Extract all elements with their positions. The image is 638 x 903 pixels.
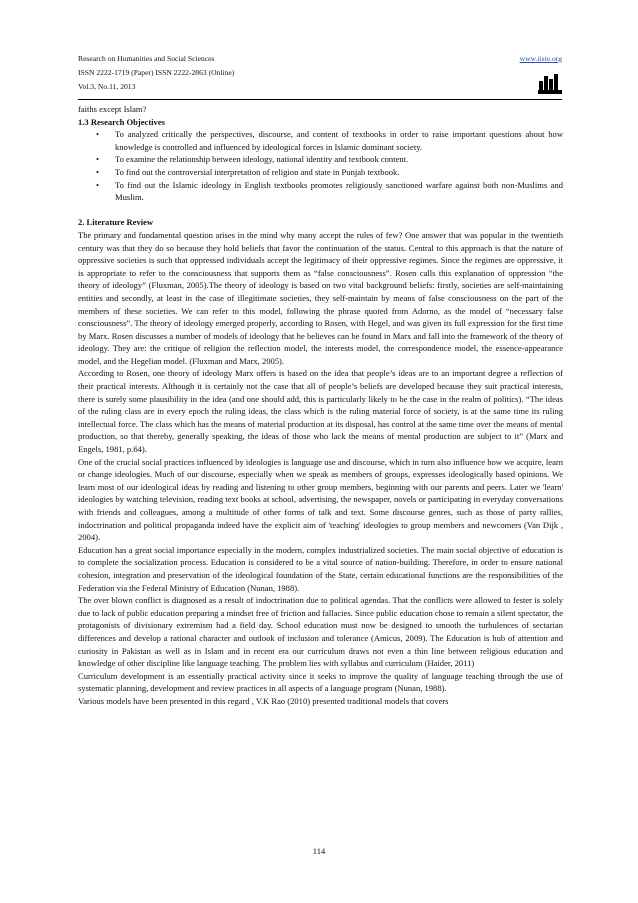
section-heading-research-objectives: 1.3 Research Objectives bbox=[78, 116, 165, 127]
paragraph: Curriculum development is an essentially practical activity since it seeks to improve the quality of language teaching through the use of systematic planning, development and review practices in all aspects of a language program (Nunan, 1988). bbox=[78, 670, 563, 694]
bullet-icon: • bbox=[96, 179, 99, 190]
list-item: • To analyzed critically the perspectives, discourse, and content of textbooks in order to raise important questions about how knowledge is controlled and influenced by ideological forces in Islamic dominant society. bbox=[96, 129, 563, 152]
section-heading-literature-review: 2. Literature Review bbox=[78, 217, 154, 228]
journal-name: Research on Humanities and Social Sciences bbox=[78, 54, 215, 63]
page-number: 114 bbox=[312, 846, 326, 856]
header-divider bbox=[78, 99, 562, 100]
page-header bbox=[78, 52, 562, 100]
list-item: • To find out the Islamic ideology in English textbooks promotes religiously sanctioned warfare against both non-Muslims and Muslim. bbox=[96, 179, 563, 203]
paragraph: According to Rosen, one theory of ideology Marx offers is based on the idea that people’s ideas are to an important degree a reflection of their practical interests. Although it is certainly not the case that all of people’s beliefs are developed because they suit practical interests, there is surely some plausibility in the idea (and one should add, this is particularly likely to be the case in the realm of politics). “The ideas of the ruling class are in every epoch the ruling ideas, the class which is the ruling material force of society, is at the same time its ruling intellectual force. The class which has the means of material production at its disposal, has control at the same time over the means of mental production, so that thereby, generally speaking, the ideas of those who lack the means of mental production are subject to it” (Marx and Engels, 1981, p.64). bbox=[78, 368, 563, 455]
paragraph: The primary and fundamental question arises in the mind why many accept the rules of few? One answer that was popular in the twentieth century was that they do so because they hold beliefs that favor the continuation of the status. Central to this approach is that the nature of oppressive societies is such that oppressed individuals accept the legitimacy of their oppressive regimes. Since the regimes are oppressive, it is appropriate to refer to the consciousness that supports them as “false consciousness”. Rosen calls this explanation of oppression “the theory of ideology” (Fluxman, 2005).The theory of ideology is based on two vital background beliefs: firstly, societies are self-maintaining entities and secondly, at least in the case of illegitimate societies, they self-maintain by means of false consciousness on the part of the members of these societies. We can refer to this model, following the phrase quoted from Adorno, as the model of “necessary false consciousness”. The theory of ideology emerged properly, according to Rosen, with Hegel, and was given its full expression for the first time by Marx. Rosen discusses a number of models of ideology that he believes can be found in Marx and fall into the framework of the theory of ideology. They are: the critique of religion the reflection model, the interests model, the correspondence model, the essence-appearance model, and the Hegelian model. (Fluxman and Marx, 2005). bbox=[78, 229, 563, 366]
continued-question: faiths except Islam? bbox=[78, 104, 147, 114]
paragraph: Education has a great social importance especially in the modern, complex industrialized societies. The main social objective of education is to complete the socialization process. Education is considered to be a vital source of nation-building. Therefore, in order to ensure national cohesion, integration and preservation of the ideological foundation of the State, certain educational functions are the responsibilities of the Federation via the Federal Ministry of Education (Nunan, 1988). bbox=[78, 544, 563, 593]
bullet-icon: • bbox=[96, 129, 99, 140]
paragraph: One of the crucial social practices influenced by ideologies is language use and discourse, which in turn also influence how we acquire, learn or change ideologies. Much of our discourse, especially when we speak as members of groups, expresses ideologically based opinions. We learn most of our ideological ideas by reading and listening to other group members, beginning with our parents and peers. Later we 'learn' ideologies by watching television, reading text books at school, advertising, the newspaper, novels or participating in everyday conversations with friends and colleagues, among a multitude of other forms of talk and text. Some discourse genres, such as those of party rallies, indoctrination and political propaganda indeed have the explicit aim of 'teaching' ideologies to group members and newcomers (Van Dijk , 2004). bbox=[78, 456, 563, 543]
iiste-logo bbox=[538, 70, 562, 94]
list-item: • To examine the relationship between ideology, national identity and textbook content. bbox=[96, 154, 409, 165]
bullet-icon: • bbox=[96, 154, 99, 165]
paragraph: Various models have been presented in this regard , V.K Rao (2010) presented traditional models that covers bbox=[78, 695, 449, 706]
article-body bbox=[78, 103, 563, 708]
section-spacer bbox=[78, 204, 563, 217]
objectives-list bbox=[78, 128, 563, 204]
issn-line: ISSN 2222-1719 (Paper) ISSN 2222-2863 (Online) bbox=[78, 68, 235, 77]
volume-line: Vol.3, No.11, 2013 bbox=[78, 82, 136, 91]
list-item: • To find out the controversial interpretation of religion and state in Punjab textbook. bbox=[96, 166, 400, 177]
journal-url-link[interactable]: www.iiste.org bbox=[519, 54, 562, 63]
bullet-icon: • bbox=[96, 166, 99, 177]
paragraph: The over blown conflict is diagnosed as a result of indoctrination due to political agendas. That the conflicts were allowed to fester is solely due to lack of public education preparing a mindset free of friction and fallacies. Since public education chose to remain a silent spectator, the protagonists of divisionary extremism had a field day. School education must now be designed to smooth the turbulences of sectarian differences and develop a rational character and outlook of inclusion and tolerance (Amicus, 2009). The Education is hub of attention and curiosity in Pakistan as well as in Islam and in recent era our curriculum draws not even a thin line between religious education and knowledge of other discipline like language teaching. The problem lies with syllabus and curriculum (Haider, 2011) bbox=[78, 595, 563, 669]
